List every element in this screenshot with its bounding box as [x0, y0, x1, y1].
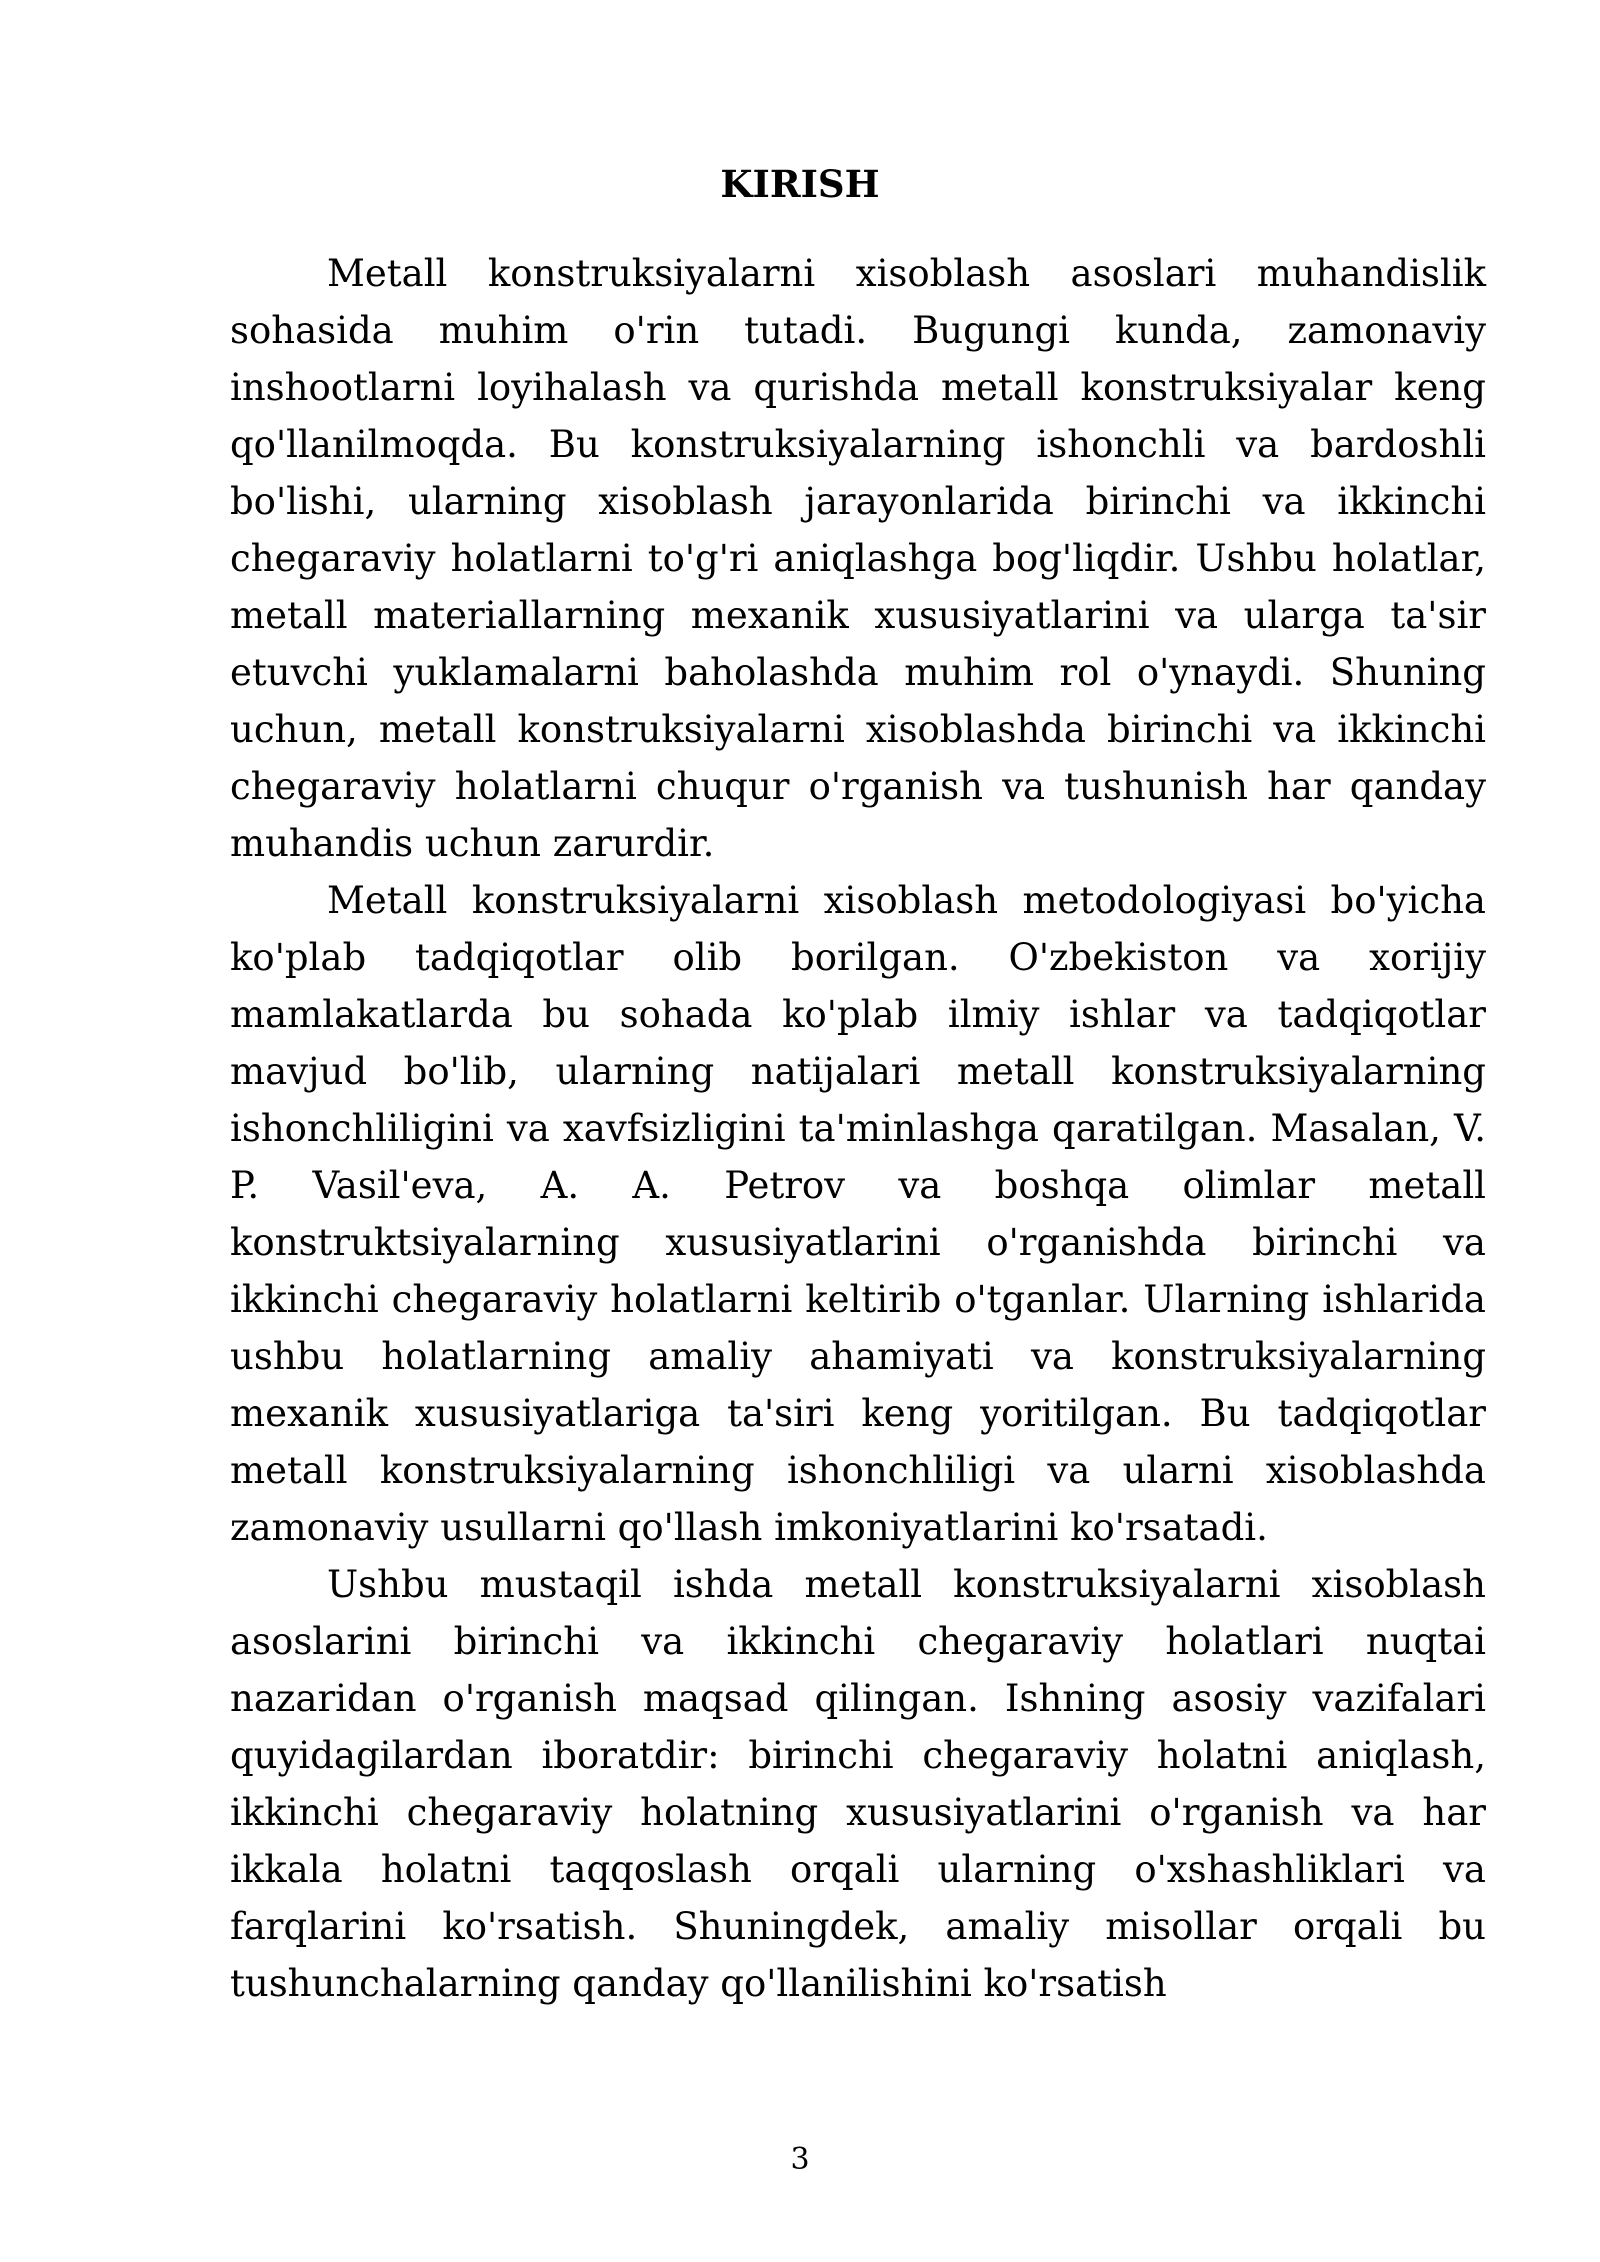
- paragraph-3: Ushbu mustaqil ishda metall konstruksiyalarni xisoblash asoslarini birinchi va ikkinchi chegaraviy holatlari nuqtai nazaridan o'rganish maqsad qilingan. Ishning asosiy vazifalari quyidagilardan iboratdir: birinchi chegaraviy holatni aniqlash, ikkinchi chegaraviy holatning xususiyatlarini o'rganish va har ikkala holatni taqqoslash orqali ularning o'xshashliklari va farqlarini ko'rsatish. Shuningdek, amaliy misollar orqali bu tushunchalarning qanday qo'llanilishini ko'rsatish: [230, 1563, 1486, 2005]
- section-heading: KIRISH: [720, 162, 880, 206]
- body-text: [230, 245, 1486, 2012]
- page-number: 3: [790, 2142, 810, 2177]
- paragraph-1: Metall konstruksiyalarni xisoblash asoslari muhandislik sohasida muhim o'rin tutadi. Bugungi kunda, zamonaviy inshootlarni loyihalash va qurishda metall konstruksiyalar keng qo'llanilmoqda. Bu konstruksiyalarning ishonchli va bardoshli bo'lishi, ularning xisoblash jarayonlarida birinchi va ikkinchi chegaraviy holatlarni to'g'ri aniqlashga bog'liqdir. Ushbu holatlar, metall materiallarning mexanik xususiyatlarini va ularga ta'sir etuvchi yuklamalarni baholashda muhim rol o'ynaydi. Shuning uchun, metall konstruksiyalarni xisoblashda birinchi va ikkinchi chegaraviy holatlarni chuqur o'rganish va tushunish har qanday muhandis uchun zarurdir.: [230, 252, 1486, 865]
- paragraph-2: Metall konstruksiyalarni xisoblash metodologiyasi bo'yicha ko'plab tadqiqotlar olib borilgan. O'zbekiston va xorijiy mamlakatlarda bu sohada ko'plab ilmiy ishlar va tadqiqotlar mavjud bo'lib, ularning natijalari metall konstruksiyalarning ishonchliligini va xavfsizligini ta'minlashga qaratilgan. Masalan, V. P. Vasil'eva, A. A. Petrov va boshqa olimlar metall konstruktsiyalarning xususiyatlarini o'rganishda birinchi va ikkinchi chegaraviy holatlarni keltirib o'tganlar. Ularning ishlarida ushbu holatlarning amaliy ahamiyati va konstruksiyalarning mexanik xususiyatlariga ta'siri keng yoritilgan. Bu tadqiqotlar metall konstruksiyalarning ishonchliligi va ularni xisoblashda zamonaviy usullarni qo'llash imkoniyatlarini ko'rsatadi.: [230, 879, 1486, 1549]
